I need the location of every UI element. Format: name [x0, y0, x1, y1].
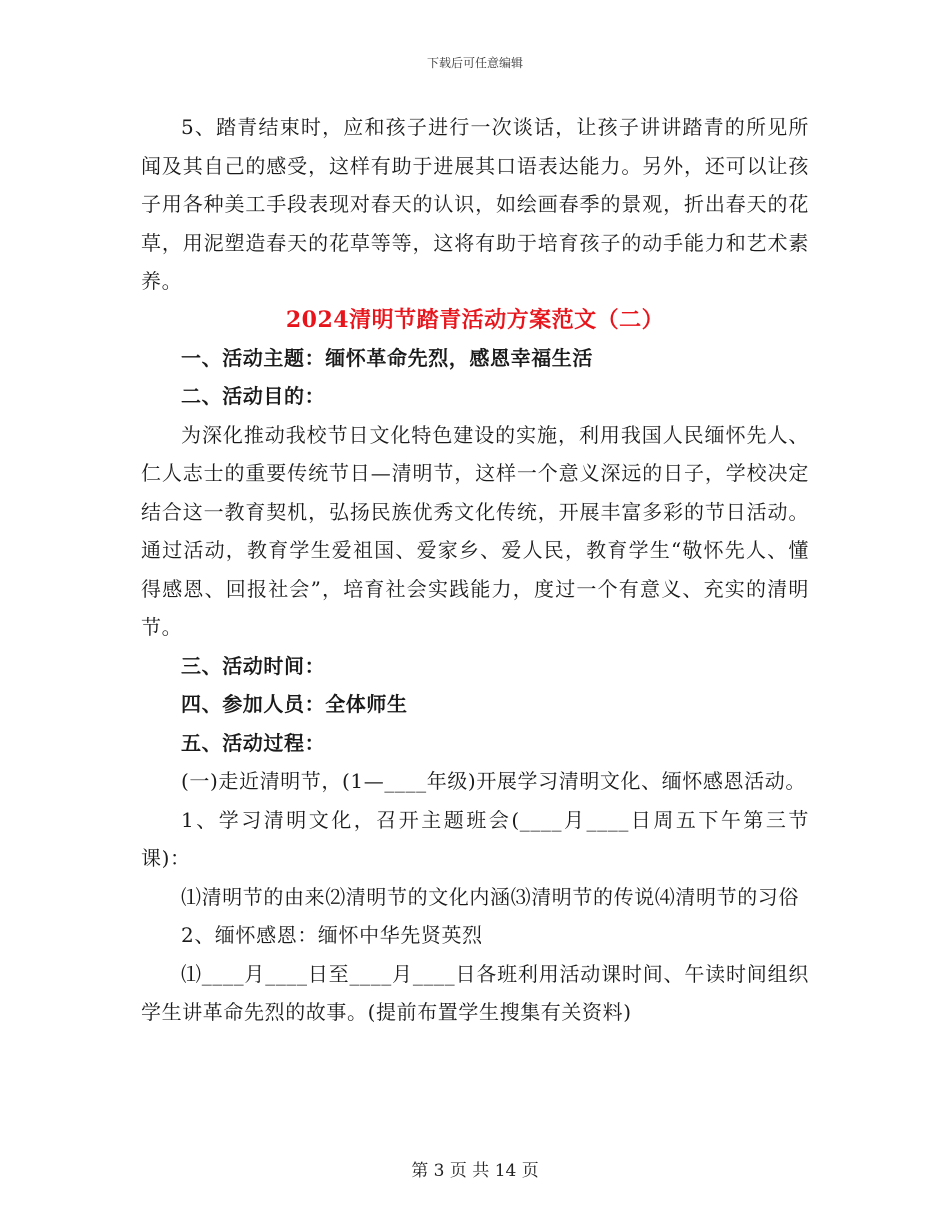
paragraph-purpose: 为深化推动我校节日文化特色建设的实施，利用我国人民缅怀先人、仁人志士的重要传统节日—清明节，这样一个意义深远的日子，学校决定结合这一教育契机，弘扬民族优秀文化传统，开展丰富多彩的节日活动。通过活动，教育学生爱祖国、爱家乡、爱人民，教育学生“敬怀先人、懂得感恩、回报社会”，培育社会实践能力，度过一个有意义、充实的清明节。	[141, 422, 809, 639]
heading-purpose: 二、活动目的：	[181, 384, 326, 408]
document-body	[141, 108, 809, 1032]
paragraph-step1: (一)走近清明节，(1—____年级)开展学习清明文化、缅怀感恩活动。	[181, 769, 806, 793]
paragraph-item2-detail: ⑴____月____日至____月____日各班利用活动课时间、午读时间组织学生讲革命先烈的故事。(提前布置学生搜集有关资料)	[141, 961, 809, 1024]
heading-theme: 一、活动主题：缅怀革命先烈，感恩幸福生活	[181, 345, 593, 370]
header-note: 下载后可任意编辑	[426, 56, 523, 70]
section-title: 2024清明节踏青活动方案范文（二）	[285, 306, 665, 333]
paragraph-intro: 5、踏青结束时，应和孩子进行一次谈话，让孩子讲讲踏青的所见所闻及其自己的感受，这样有助于进展其口语表达能力。另外，还可以让孩子用各种美工手段表现对春天的认识，如绘画春季的景观，折出春天的花草，用泥塑造春天的花草等等，这将有助于培育孩子的动手能力和艺术素养。	[141, 115, 809, 293]
page-number: 第 3 页 共 14 页	[411, 1161, 539, 1181]
paragraph-item2: 2、缅怀感恩：缅怀中华先贤英烈	[181, 923, 483, 947]
paragraph-item1-list: ⑴清明节的由来⑵清明节的文化内涵⑶清明节的传说⑷清明节的习俗	[181, 884, 799, 909]
heading-people: 四、参加人员：全体师生	[181, 692, 408, 716]
heading-time: 三、活动时间：	[181, 653, 326, 678]
paragraph-item1: 1、学习清明文化，召开主题班会(____月____日周五下午第三节课)：	[141, 807, 809, 870]
page-footer	[0, 1156, 950, 1181]
heading-process: 五、活动过程：	[181, 730, 326, 755]
